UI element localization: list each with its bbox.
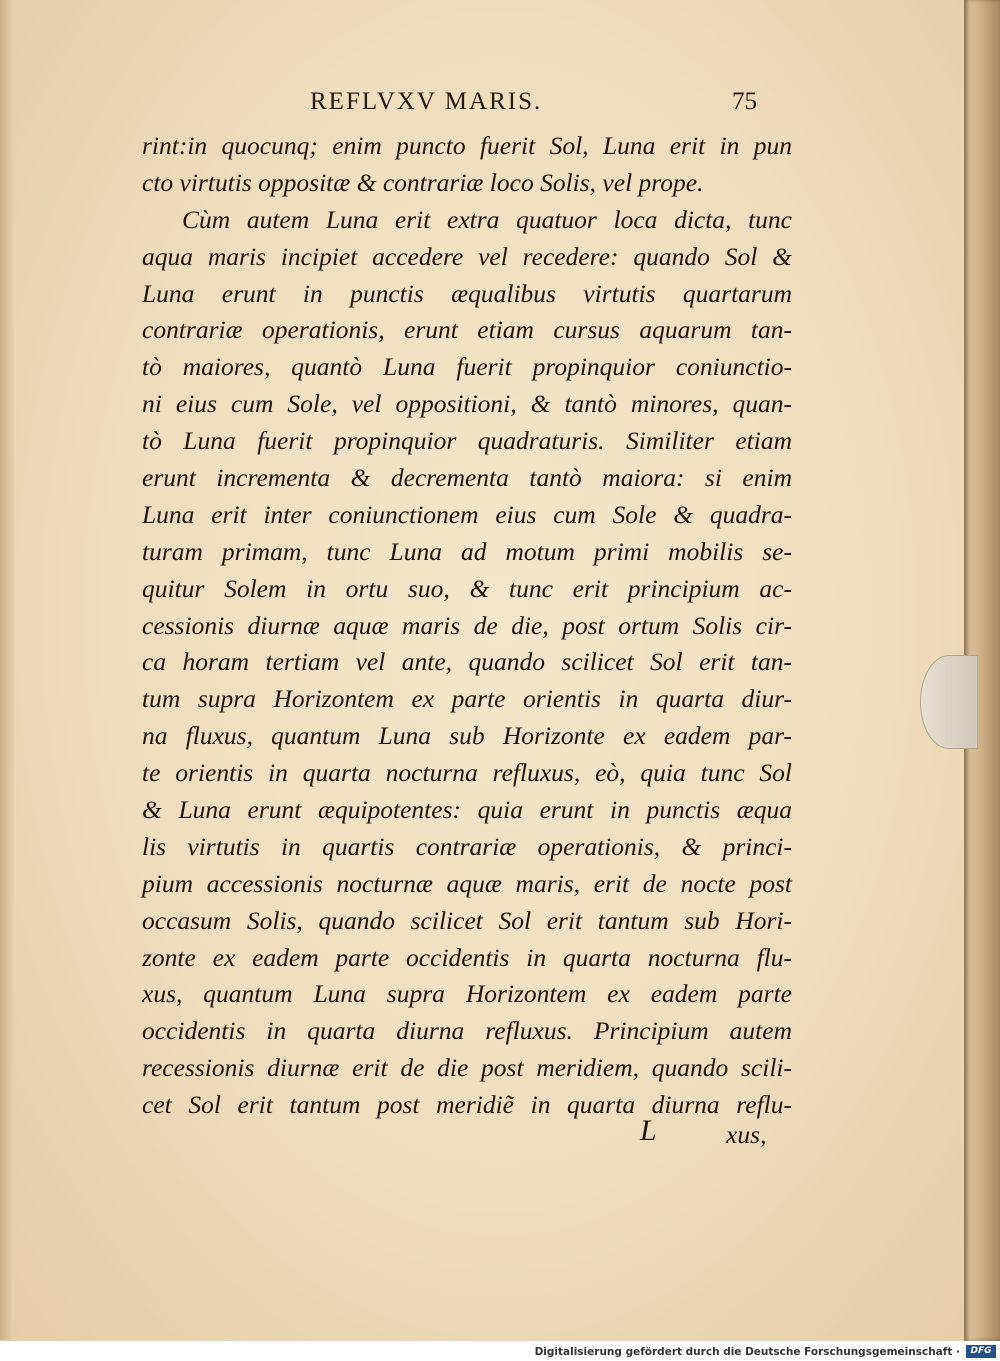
body-text: [142, 128, 792, 1124]
text-line: erunt incrementa & decrementa tantò maiora: si enim: [142, 463, 792, 493]
page-number: 75: [732, 88, 757, 115]
text-line: na fluxus, quantum Luna sub Horizonte ex eadem par-: [142, 721, 792, 751]
text-line: tum supra Horizontem ex parte orientis in quarta diur-: [142, 684, 792, 714]
text-line: contrariæ operationis, erunt etiam cursus aquarum tan-: [142, 315, 792, 345]
running-head: REFLVXV MARIS.: [310, 88, 543, 115]
text-line: Cùm autem Luna erit extra quatuor loca dicta, tunc: [182, 204, 792, 234]
text-line: Luna erunt in punctis æqualibus virtutis quartarum: [142, 278, 792, 308]
catchword: xus,: [726, 1120, 767, 1149]
digitization-credit: Digitalisierung gefördert durch die Deutsche Forschungsgemeinschaft ·: [534, 1346, 960, 1358]
text-line: cet Sol erit tantum post meridiẽ in quarta diurna reflu-: [142, 1090, 792, 1120]
text-line: occasum Solis, quando scilicet Sol erit tantum sub Hori-: [142, 905, 792, 935]
text-line: ni eius cum Sole, vel oppositioni, & tantò minores, quan-: [142, 389, 792, 419]
text-line: ca horam tertiam vel ante, quando scilicet Sol erit tan-: [142, 647, 792, 677]
text-line: pium accessionis nocturnæ aquæ maris, erit de nocte post: [142, 868, 792, 898]
dfg-logo-icon: DFG: [966, 1345, 996, 1358]
text-line: tò maiores, quantò Luna fuerit propinquior coniunctio-: [142, 352, 792, 382]
text-line: zonte ex eadem parte occidentis in quarta nocturna flu-: [142, 942, 792, 972]
signature-mark: L: [640, 1114, 657, 1147]
text-line: occidentis in quarta diurna refluxus. Principium autem: [142, 1016, 792, 1046]
page-gutter: [0, 0, 14, 1340]
text-line: Luna erit inter coniunctionem eius cum Sole & quadra-: [142, 499, 792, 529]
text-line: tò Luna fuerit propinquior quadraturis. Similiter etiam: [142, 426, 792, 456]
text-line: & Luna erunt æquipotentes: quia erunt in punctis æqua: [142, 795, 792, 825]
text-line: recessionis diurnæ erit de die post meridiem, quando scili-: [142, 1053, 792, 1083]
text-line: turam primam, tunc Luna ad motum primi mobilis se-: [142, 536, 792, 566]
text-line: quitur Solem in ortu suo, & tunc erit principium ac-: [142, 573, 792, 603]
text-line: cto virtutis oppositæ & contrariæ loco Solis, vel prope.: [142, 167, 704, 197]
paper-tab: [920, 655, 978, 749]
text-line: rint:in quocunq; enim puncto fuerit Sol, Luna erit in pun: [142, 131, 792, 160]
text-line: xus, quantum Luna supra Horizontem ex eadem parte: [142, 979, 792, 1009]
text-line: aqua maris incipiet accedere vel recedere: quando Sol &: [142, 241, 792, 271]
text-line: te orientis in quarta nocturna refluxus, eò, quia tunc Sol: [142, 758, 792, 788]
text-line: cessionis diurnæ aquæ maris de die, post ortum Solis cir-: [142, 610, 792, 640]
text-line: lis virtutis in quartis contrariæ operationis, & princi-: [142, 831, 792, 861]
